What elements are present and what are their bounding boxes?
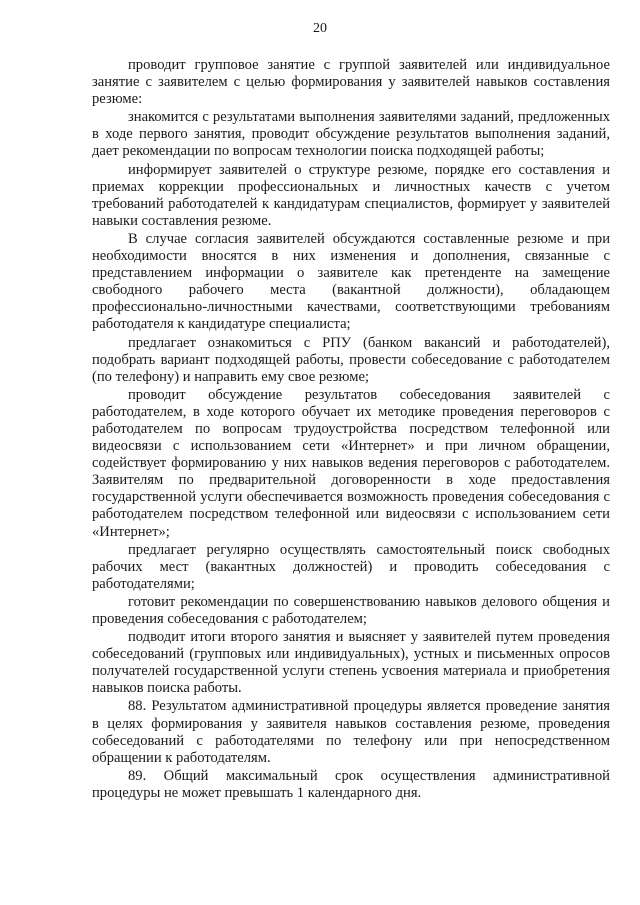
paragraph: проводит обсуждение результатов собеседования заявителей с работодателем, в ходе которого обучает их методике проведения переговоров с работодателем по вопросам трудоустройства посредством телефонной или видеосвязи с использованием сети «Интернет» и при личном обращении, содействует формированию у них навыков ведения переговоров с работодателем. Заявителям по предварительной договоренности в ходе предоставления государственной услуги обеспечивается возможность проведения собеседования с работодателем посредством телефонной или видеосвязи с использованием сети «Интернет»; <box>92 386 610 540</box>
paragraph: информирует заявителей о структуре резюме, порядке его составления и приемах коррекции профессиональных и личностных качеств с учетом требований работодателей к кандидатурам специалистов, формирует у заявителей навыки составления резюме. <box>92 161 610 229</box>
paragraph: знакомится с результатами выполнения заявителями заданий, предложенных в ходе первого занятия, проводит обсуждение результатов выполнения заданий, дает рекомендации по вопросам технологии поиска подходящей работы; <box>92 109 610 160</box>
body-text <box>92 57 610 803</box>
paragraph: готовит рекомендации по совершенствованию навыков делового общения и проведения собеседования с работодателем; <box>92 593 610 627</box>
paragraph-89: 89. Общий максимальный срок осуществления административной процедуры не может превышать 1 календарного дня. <box>92 767 610 801</box>
paragraph: предлагает регулярно осуществлять самостоятельный поиск свободных рабочих мест (вакантных должностей) и проводить собеседования с работодателями; <box>92 541 610 592</box>
page-number: 20 <box>313 21 327 36</box>
paragraph-88: 88. Результатом административной процедуры является проведение занятия в целях формирования у заявителя навыков составления резюме, проведения собеседований с работодателями по телефону или при непосредственном обращении к работодателям. <box>92 698 610 766</box>
paragraph: предлагает ознакомиться с РПУ (банком вакансий и работодателей), подобрать вариант подходящей работы, провести собеседование с работодателем (по телефону) и направить ему свое резюме; <box>92 334 610 385</box>
paragraph: В случае согласия заявителей обсуждаются составленные резюме и при необходимости вносятся в них изменения и дополнения, связанные с представлением информации о заявителе как претенденте на замещение свободного рабочего места (вакантной должности), обладающем профессионально-личностными качествами, соответствующими требованиям работодателя к кандидатуре специалиста; <box>92 230 610 333</box>
paragraph: подводит итоги второго занятия и выясняет у заявителей путем проведения собеседований (групповых или индивидуальных), устных и письменных опросов получателей государственной услуги степень усвоения материала и приобретения навыков поиска работы. <box>92 629 610 697</box>
paragraph: проводит групповое занятие с группой заявителей или индивидуальное занятие с заявителем с целью формирования у заявителей навыков составления резюме: <box>92 57 610 108</box>
